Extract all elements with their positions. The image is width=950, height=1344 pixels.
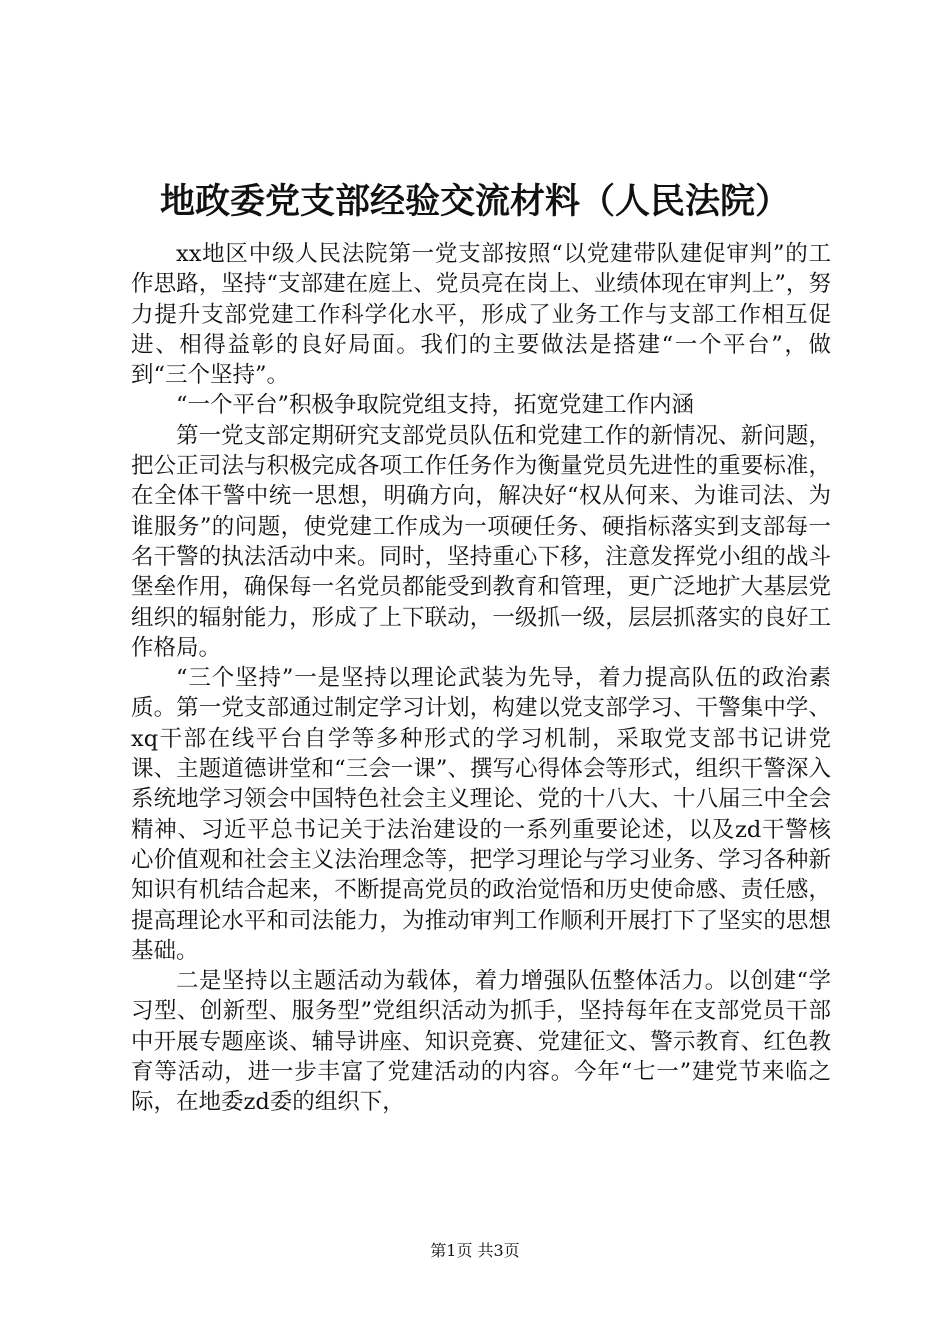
- paragraph-three-persist-second: 二是坚持以主题活动为载体，着力增强队伍整体活力。以创建“学习型、创新型、服务型”党组织活动为抓手，坚持每年在支部党员干部中开展专题座谈、辅导讲座、知识竞赛、党建征文、警示教育、红色教育等活动，进一步丰富了党建活动的内容。今年“七一”建党节来临之际，在地委zd委的组织下，: [131, 968, 831, 1116]
- paragraph-three-persist-first: “三个坚持”一是坚持以理论武装为先导，着力提高队伍的政治素质。第一党支部通过制定学习计划，构建以党支部学习、干警集中学、xq干部在线平台自学等多种形式的学习机制，采取党支部书记讲党课、主题道德讲堂和“三会一课”、撰写心得体会等形式，组织干警深入系统地学习领会中国特色社会主义理论、党的十八大、十八届三中全会精神、习近平总书记关于法治建设的一系列重要论述，以及zd干警核心价值观和社会主义法治理念等，把学习理论与学习业务、学习各种新知识有机结合起来，不断提高党员的政治觉悟和历史使命感、责任感，提高理论水平和司法能力，为推动审判工作顺利开展打下了坚实的思想基础。: [131, 665, 831, 964]
- paragraph-intro: xx地区中级人民法院第一党支部按照“以党建带队建促审判”的工作思路，坚持“支部建在庭上、党员亮在岗上、业绩体现在审判上”，努力提升支部党建工作科学化水平，形成了业务工作与支部工作相互促进、相得益彰的良好局面。我们的主要做法是搭建“一个平台”，做到“三个坚持”。: [131, 241, 831, 389]
- page-footer: 第1页 共3页: [430, 1241, 520, 1260]
- document-body: [131, 239, 831, 1118]
- document-title: 地政委党支部经验交流材料（人民法院）: [159, 181, 790, 222]
- paragraph-heading-one-platform: “一个平台”积极争取院党组支持，拓宽党建工作内涵: [176, 392, 695, 419]
- paragraph-one-platform: 第一党支部定期研究支部党员队伍和党建工作的新情况、新问题，把公正司法与积极完成各项工作任务作为衡量党员先进性的重要标准，在全体干警中统一思想，明确方向，解决好“权从何来、为谁司法、为谁服务”的问题，使党建工作成为一项硬任务、硬指标落实到支部每一名干警的执法活动中来。同时，坚持重心下移，注意发挥党小组的战斗堡垒作用，确保每一名党员都能受到教育和管理，更广泛地扩大基层党组织的辐射能力，形成了上下联动，一级抓一级，层层抓落实的良好工作格局。: [131, 422, 831, 661]
